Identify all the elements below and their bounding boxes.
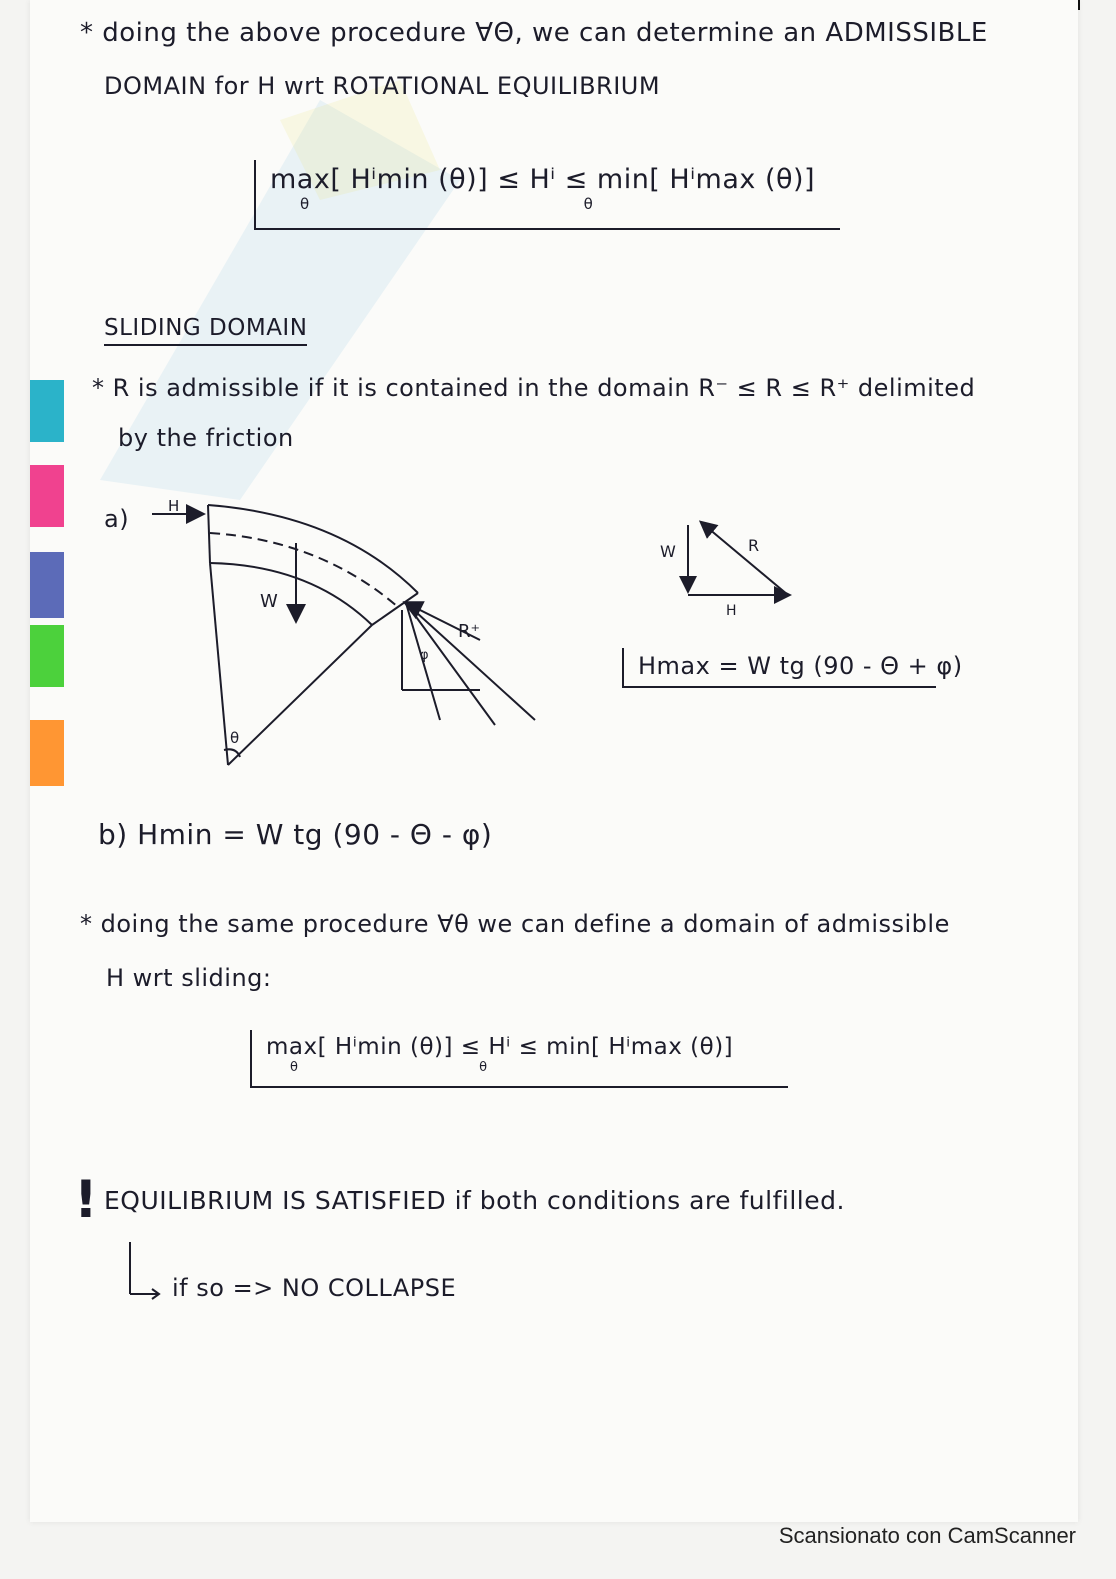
sliding-formula-sub: θ θ: [290, 1060, 488, 1075]
rotational-formula-sub: θ θ: [300, 195, 594, 213]
sticky-tab-green: [30, 625, 64, 687]
conclusion-line-2: if so => NO COLLAPSE: [172, 1274, 457, 1302]
sticky-tab-cyan: [30, 380, 64, 442]
sticky-tab-orange: [30, 720, 64, 786]
sticky-tab-pink: [30, 465, 64, 527]
exclamation-mark: !: [74, 1170, 99, 1230]
case-a-label: a): [104, 505, 130, 533]
sliding-formula-box: [250, 1030, 788, 1088]
sliding-line-4: H wrt sliding:: [106, 964, 272, 992]
conclusion-line-1: EQUILIBRIUM IS SATISFIED if both conditions are fulfilled.: [104, 1186, 845, 1215]
r-plus-label: R⁺: [458, 621, 481, 642]
sticky-tab-blue: [30, 552, 64, 618]
triangle-r-label: R: [748, 536, 760, 555]
w-label: W: [260, 591, 278, 612]
case-b-formula: b) Hmin = W tg (90 - Θ - φ): [98, 818, 493, 851]
scanner-footer: Scansionato con CamScanner: [778, 1523, 1076, 1548]
sliding-line-3: * doing the same procedure ∀θ we can define a domain of admissible: [80, 910, 950, 938]
hmax-formula-box: [622, 648, 963, 688]
phi-label: φ: [420, 648, 429, 663]
rotational-line-2: DOMAIN for H wrt ROTATIONAL EQUILIBRIUM: [104, 72, 661, 100]
triangle-w-label: W: [660, 542, 676, 561]
sliding-heading: [104, 315, 307, 341]
triangle-h-label: H: [726, 603, 737, 619]
rotational-formula-box: [254, 160, 840, 230]
sliding-formula: max[ Hⁱmin (θ)] ≤ Hⁱ ≤ min[ Hⁱmax (θ)]: [266, 1034, 734, 1060]
h-label: H: [168, 497, 180, 515]
sliding-line-1: * R is admissible if it is contained in the domain R⁻ ≤ R ≤ R⁺ delimited: [92, 374, 976, 402]
arch-sliding-diagram: [140, 495, 560, 785]
rotational-line-1: * doing the above procedure ∀Θ, we can determine an ADMISSIBLE: [80, 18, 988, 48]
corner-arrow: [124, 1240, 164, 1304]
sliding-line-2: by the friction: [118, 424, 294, 452]
rotational-formula: max[ Hⁱmin (θ)] ≤ Hⁱ ≤ min[ Hⁱmax (θ)]: [270, 164, 816, 195]
theta-label: θ: [230, 729, 240, 747]
force-triangle: [650, 515, 810, 625]
sliding-heading-text: SLIDING DOMAIN: [104, 315, 307, 346]
hmax-formula: Hmax = W tg (90 - Θ + φ): [638, 652, 963, 680]
